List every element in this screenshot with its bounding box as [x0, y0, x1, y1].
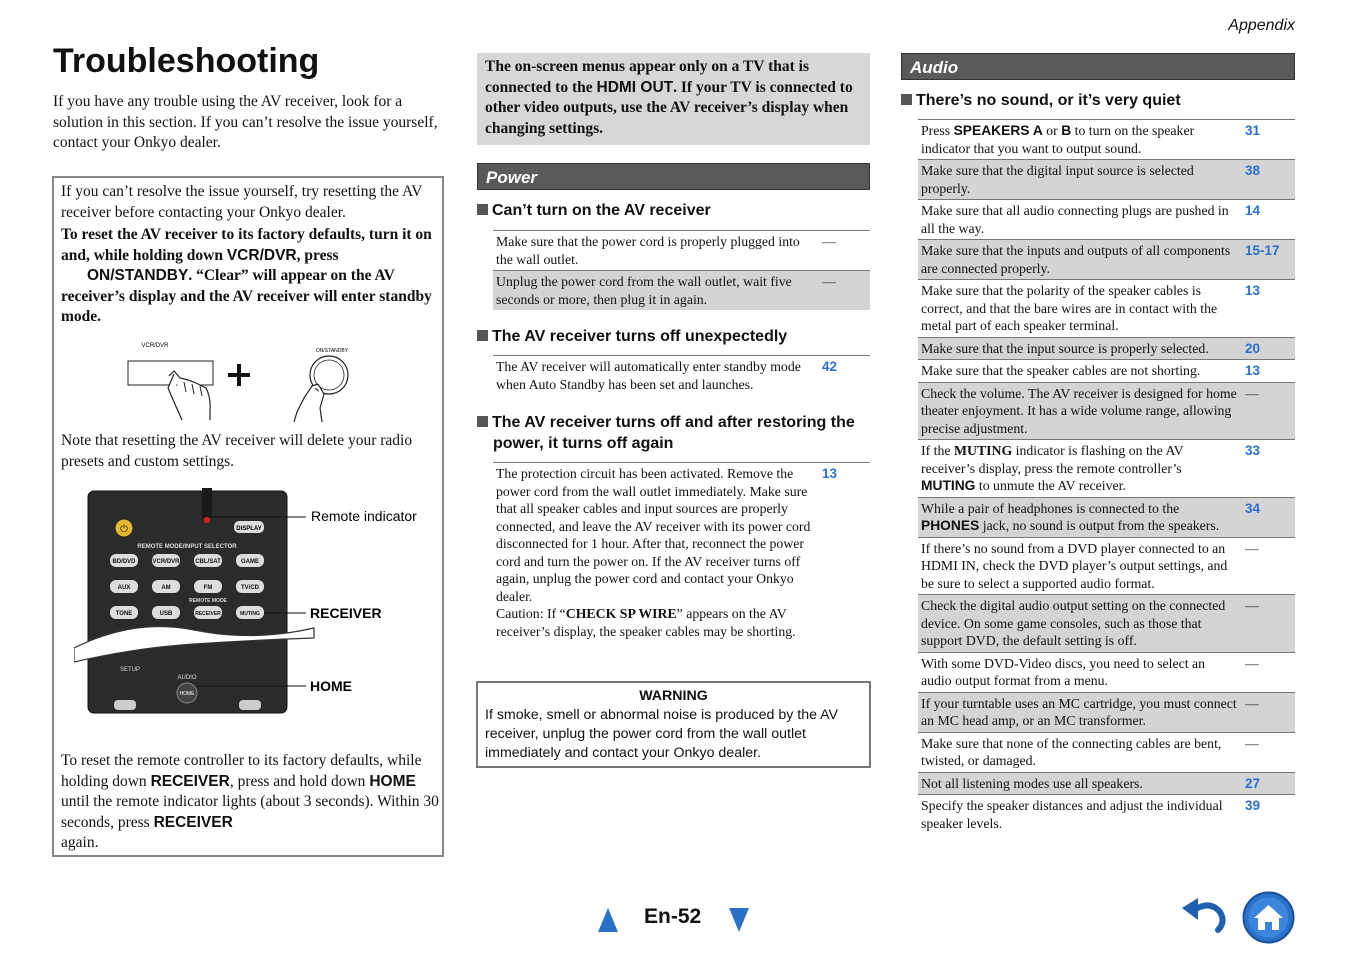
svg-text:SETUP: SETUP	[119, 667, 141, 673]
audio-section-header: Audio	[901, 53, 1295, 80]
table-row: Make sure that the polarity of the speaker cables is correct, and that the bare wires are in contact with the metal part of each speaker terminal. 13	[918, 280, 1295, 338]
page-ref-link[interactable]: 42	[822, 359, 838, 374]
power-q1-table	[493, 230, 870, 310]
svg-text:TONE: TONE	[115, 611, 133, 617]
page-ref-link[interactable]: 13	[1245, 283, 1261, 298]
table-row: The AV receiver will automatically enter standby mode when Auto Standby has been set and launches. 42	[493, 356, 870, 396]
svg-text:RECEIVER: RECEIVER	[195, 611, 221, 617]
table-row: The protection circuit has been activated. Remove the power cord from the wall outlet immediately. Make sure that all speaker cables and input sources are properly connected, and leave the AV receiver with its power cord disconnected for 1 hour. After that, reconnect the power cord and turn the power on. If the AV receiver turns off again, unplug the power cord and contact your Onkyo dealer. Caution: If “CHECK SP WIRE” appears on the AV receiver’s display, the speaker cables may be shorting. 13	[493, 463, 870, 643]
plus-icon	[228, 364, 250, 386]
power-q1-title: Can’t turn on the AV receiver	[477, 200, 711, 221]
power-q2-table	[493, 355, 870, 395]
reset-note: Note that resetting the AV receiver will delete your radio presets and custom settings.	[61, 432, 413, 470]
table-row: With some DVD-Video discs, you need to select an audio output format from a menu. —	[918, 652, 1295, 692]
page-ref-link[interactable]: 33	[1245, 443, 1261, 458]
bullet-square-icon	[477, 204, 488, 215]
standby-button-icon	[310, 356, 348, 394]
prev-page-icon[interactable]	[596, 906, 620, 934]
svg-text:AUX: AUX	[117, 585, 131, 591]
on-standby-label: ON/STANDBY	[315, 348, 349, 354]
power-q3-title: The AV receiver turns off and after restoring the power, it turns off again	[477, 412, 872, 454]
audio-q1-title: There’s no sound, or it’s very quiet	[901, 90, 1181, 111]
svg-text:AM: AM	[161, 585, 171, 591]
power-q3-table	[493, 462, 870, 642]
reset-intro: If you can’t resolve the issue yourself, try resetting the AV receiver before contacting your Onkyo dealer.	[61, 183, 423, 221]
svg-text:FM: FM	[203, 585, 213, 591]
onscreen-menu-note: The on-screen menus appear only on a TV that is connected to the HDMI OUT. If your TV is connected to other video outputs, use the AV receiver’s display when changing settings.	[477, 53, 870, 145]
power-section-header: Power	[477, 163, 870, 190]
table-row: If your turntable uses an MC cartridge, you must connect an MC head amp, or an MC transformer. —	[918, 692, 1295, 732]
bullet-square-icon	[901, 94, 912, 105]
table-row: Make sure that the digital input source is selected properly. 38	[918, 160, 1295, 200]
remote-indicator-icon	[204, 517, 210, 523]
table-row: If there’s no sound from a DVD player connected to an HDMI IN, check the DVD player’s output settings, and be sure to select a supported audio format. —	[918, 537, 1295, 595]
next-page-icon[interactable]	[727, 906, 751, 934]
svg-text:REMOTE MODE: REMOTE MODE	[189, 598, 227, 604]
page-ref-link[interactable]: 27	[1245, 775, 1261, 791]
svg-text:AUDIO: AUDIO	[177, 675, 197, 681]
pressing-finger-icon	[294, 384, 324, 422]
audio-q1-table	[918, 119, 1295, 834]
remote-reset-instructions: To reset the remote controller to its factory defaults, while holding down RECEIVER, press and hold down HOME until the remote indicator lights (about 3 seconds). Within 30 seconds, press RECEIVER again.	[61, 752, 439, 851]
svg-text:⏻: ⏻	[120, 524, 128, 535]
table-row: Not all listening modes use all speakers. 27	[918, 772, 1295, 795]
table-row: Check the digital audio output setting on the connected device. On some game consoles, such as those that support DVD, the default setting is off. —	[918, 595, 1295, 653]
table-row: Check the volume. The AV receiver is designed for home theater enjoyment. It has a wide volume range, allowing precise adjustment. —	[918, 382, 1295, 440]
svg-text:USB: USB	[159, 611, 173, 617]
page-ref-link[interactable]: 14	[1245, 203, 1261, 218]
warning-title: WARNING	[639, 688, 708, 704]
table-row: While a pair of headphones is connected to the PHONES jack, no sound is output from the speakers. 34	[918, 497, 1295, 537]
bullet-square-icon	[477, 330, 488, 341]
svg-text:HOME: HOME	[179, 691, 195, 697]
svg-text:REMOTE MODE/INPUT SELECTOR: REMOTE MODE/INPUT SELECTOR	[137, 544, 237, 550]
remote-illustration	[74, 488, 444, 718]
table-row: Make sure that the inputs and outputs of all components are connected properly. 15-17	[918, 240, 1295, 280]
bullet-square-icon	[477, 416, 488, 427]
svg-text:CBL/SAT: CBL/SAT	[195, 559, 221, 565]
table-row: If the MUTING indicator is flashing on the AV receiver’s display, press the remote controller’s MUTING to unmute the AV receiver. 33	[918, 440, 1295, 498]
page-ref-link[interactable]: 15-17	[1245, 243, 1280, 258]
table-row: Unplug the power cord from the wall outlet, wait five seconds or more, then plug it in again. —	[493, 271, 870, 311]
section-label: Appendix	[1228, 17, 1295, 34]
svg-text:GAME: GAME	[241, 559, 259, 565]
page-ref-link[interactable]: 20	[1245, 340, 1261, 356]
page-ref-link[interactable]: 39	[1245, 798, 1261, 813]
table-row: Specify the speaker distances and adjust the individual speaker levels. 39	[918, 795, 1295, 835]
back-icon[interactable]	[1180, 896, 1228, 938]
table-row: Make sure that the input source is properly selected. 20	[918, 337, 1295, 360]
svg-text:TV/CD: TV/CD	[241, 585, 259, 591]
reset-illustration	[114, 338, 364, 428]
reset-box	[52, 176, 444, 857]
warning-text: If smoke, smell or abnormal noise is produced by the AV receiver, unplug the power cord from the wall outlet immediately and contact your Onkyo dealer.	[485, 707, 839, 761]
vcr-dvr-label: VCR/DVR	[141, 343, 169, 349]
table-row: Press SPEAKERS A or B to turn on the speaker indicator that you want to output sound. 31	[918, 120, 1295, 160]
page-ref-link[interactable]: 38	[1245, 163, 1261, 178]
page-ref-link[interactable]: 13	[822, 466, 838, 481]
intro-text: If you have any trouble using the AV receiver, look for a solution in this section. If you can’t resolve the issue yourself, contact your Onkyo dealer.	[53, 93, 438, 151]
page-ref-link[interactable]: 34	[1245, 500, 1261, 516]
home-icon[interactable]	[1242, 891, 1295, 944]
page-ref-link[interactable]: 31	[1245, 123, 1261, 138]
svg-text:DISPLAY: DISPLAY	[236, 526, 262, 532]
home-label: HOME	[310, 678, 352, 694]
reset-receiver-instructions: To reset the AV receiver to its factory defaults, turn it on and, while holding down VCR/DVR, press ON/STANDBY. “Clear” will appear on the AV receiver’s display and the AV receiver will enter standby mode.	[61, 226, 432, 325]
svg-text:MUTING: MUTING	[240, 611, 260, 617]
receiver-label: RECEIVER	[310, 605, 382, 621]
warning-box	[476, 681, 871, 768]
remote-indicator-label: Remote indicator	[311, 508, 417, 524]
page-ref-link[interactable]: 13	[1245, 363, 1261, 378]
svg-text:VCR/DVR: VCR/DVR	[152, 559, 180, 565]
table-row: Make sure that none of the connecting cables are bent, twisted, or damaged. —	[918, 732, 1295, 772]
table-row: Make sure that the speaker cables are not shorting. 13	[918, 360, 1295, 383]
table-row: Make sure that all audio connecting plugs are pushed in all the way. 14	[918, 200, 1295, 240]
page-number: En-52	[644, 905, 702, 928]
svg-text:BD/DVD: BD/DVD	[112, 559, 136, 565]
power-q2-title: The AV receiver turns off unexpectedly	[477, 326, 787, 347]
page-title: Troubleshooting	[53, 42, 320, 80]
table-row: Make sure that the power cord is properly plugged into the wall outlet. —	[493, 231, 870, 271]
